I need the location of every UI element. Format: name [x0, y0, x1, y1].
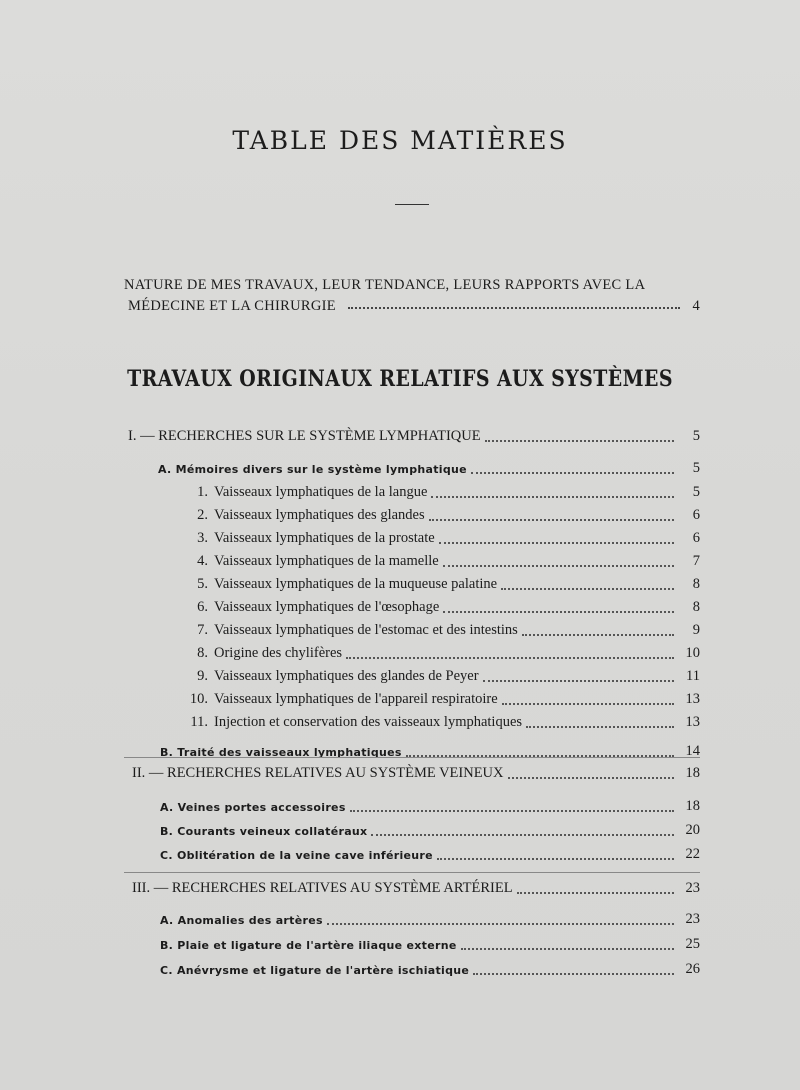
- leader-dots: [461, 948, 674, 950]
- toc-page-number: 18: [685, 765, 700, 781]
- leader-dots: [327, 923, 674, 925]
- toc-entry: [132, 765, 700, 787]
- toc-entry-number: 5.: [197, 576, 208, 592]
- toc-entry-text: Vaisseaux lymphatiques de l'œsophage: [214, 599, 440, 615]
- toc-entry: [160, 961, 700, 983]
- toc-entry-text: Vaisseaux lymphatiques de l'appareil respiratoire: [214, 691, 498, 707]
- leader-dots: [439, 542, 674, 544]
- toc-entry-text: Vaisseaux lymphatiques de la langue: [214, 484, 428, 500]
- toc-page-number: 6: [692, 507, 700, 523]
- section-title: TRAVAUX ORIGINAUX RELATIFS AUX SYSTÈMES: [127, 366, 673, 392]
- toc-entry: [184, 576, 700, 598]
- toc-entry: [184, 553, 700, 575]
- toc-entry-label: A. Mémoires divers sur le système lymphatique: [158, 463, 467, 476]
- leader-dots: [371, 834, 674, 836]
- toc-page-number: 23: [685, 880, 700, 896]
- toc-entry-number: 7.: [197, 622, 208, 638]
- toc-page-number: 13: [685, 714, 700, 730]
- toc-entry: [184, 530, 700, 552]
- toc-entry: [132, 880, 700, 902]
- intro-line-1: NATURE DE MES TRAVAUX, LEUR TENDANCE, LEURS RAPPORTS AVEC LA: [124, 277, 646, 293]
- toc-page-number: 8: [692, 599, 700, 615]
- toc-page-number: 23: [685, 911, 700, 927]
- toc-entry-text: Injection et conservation des vaisseaux lymphatiques: [214, 714, 523, 730]
- toc-entry-number: 3.: [197, 530, 208, 546]
- toc-page-number: 8: [692, 576, 700, 592]
- toc-entry-number: 4.: [197, 553, 208, 569]
- toc-entry: [160, 743, 700, 765]
- toc-entry-label: [184, 668, 479, 685]
- toc-entry-number: 1.: [197, 484, 208, 500]
- leader-dots: [485, 440, 674, 442]
- toc-entry: [160, 822, 700, 844]
- toc-entry-label: III. — RECHERCHES RELATIVES AU SYSTÈME ARTÉRIEL: [132, 880, 513, 896]
- page-title: TABLE DES MATIÈRES: [232, 126, 568, 155]
- toc-entry: [158, 460, 700, 482]
- toc-page-number: 10: [685, 645, 700, 661]
- toc-entry-number: 8.: [197, 645, 208, 661]
- toc-entry: [184, 507, 700, 529]
- leader-dots: [483, 680, 674, 682]
- toc-entry: [184, 622, 700, 644]
- toc-page-number: 18: [685, 798, 700, 814]
- toc-entry: [184, 668, 700, 690]
- toc-entry: [160, 846, 700, 868]
- toc-page-number: 6: [692, 530, 700, 546]
- toc-page-number: 5: [692, 484, 700, 500]
- toc-entry: [128, 428, 700, 450]
- toc-entry-label: [184, 507, 425, 524]
- leader-dots: [350, 810, 674, 812]
- toc-entry-label: II. — RECHERCHES RELATIVES AU SYSTÈME VEINEUX: [132, 765, 504, 781]
- section-divider: [124, 757, 700, 758]
- toc-page-number: 7: [692, 553, 700, 569]
- toc-entry-label: I. — RECHERCHES SUR LE SYSTÈME LYMPHATIQUE: [128, 428, 481, 444]
- toc-entry: [184, 691, 700, 713]
- toc-entry-text: Origine des chylifères: [214, 645, 343, 661]
- toc-entry: [160, 911, 700, 933]
- toc-entry-number: 9.: [197, 668, 208, 684]
- toc-entry-label: [184, 714, 522, 731]
- toc-entry-text: Vaisseaux lymphatiques de la prostate: [214, 530, 435, 546]
- toc-entry-number: 6.: [197, 599, 208, 615]
- toc-entry-label: [184, 484, 427, 501]
- leader-dots: [437, 858, 674, 860]
- leader-dots: [471, 472, 674, 474]
- toc-entry-number: 10.: [189, 691, 208, 707]
- toc-entry: [160, 798, 700, 820]
- toc-entry: [184, 599, 700, 621]
- toc-entry-label: [184, 622, 518, 639]
- toc-entry-label: [184, 645, 342, 662]
- toc-entry-label: [184, 576, 497, 593]
- toc-entry: [160, 936, 700, 958]
- toc-entry: [184, 484, 700, 506]
- toc-page-number: 11: [686, 668, 700, 684]
- leader-dots: [473, 973, 674, 975]
- toc-entry-text: Vaisseaux lymphatiques de la mamelle: [214, 553, 439, 569]
- toc-entry-text: Vaisseaux lymphatiques de l'estomac et des intestins: [214, 622, 518, 638]
- toc-entry-label: B. Traité des vaisseaux lymphatiques: [160, 746, 402, 759]
- toc-entry-number: 11.: [190, 714, 208, 730]
- toc-entry: [184, 645, 700, 667]
- toc-entry-label: [184, 530, 435, 547]
- toc-page-number: 14: [685, 743, 700, 759]
- toc-entry-label: B. Courants veineux collatéraux: [160, 825, 368, 838]
- leader-dots: [346, 657, 674, 659]
- toc-entry-label: C. Anévrysme et ligature de l'artère ischiatique: [160, 964, 470, 977]
- leader-dots: [508, 777, 675, 779]
- intro-page-number: 4: [692, 298, 700, 314]
- toc-entry-text: Vaisseaux lymphatiques de la muqueuse palatine: [214, 576, 498, 592]
- section-divider: [124, 872, 700, 873]
- toc-entry-label: A. Anomalies des artères: [160, 914, 323, 927]
- toc-entry-text: Vaisseaux lymphatiques des glandes: [214, 507, 425, 523]
- leader-dots: [443, 611, 674, 613]
- toc-page-number: 5: [692, 428, 700, 444]
- toc-entry-label: B. Plaie et ligature de l'artère iliaque externe: [160, 939, 457, 952]
- toc-page-number: 25: [685, 936, 700, 952]
- toc-entry: [184, 714, 700, 736]
- toc-entry-label: [184, 553, 439, 570]
- leader-dots: [443, 565, 674, 567]
- toc-page-number: 26: [685, 961, 700, 977]
- leader-dots: [431, 496, 674, 498]
- toc-entry-label: C. Oblitération de la veine cave inférieure: [160, 849, 433, 862]
- intro-line-2: MÉDECINE ET LA CHIRURGIE: [128, 298, 336, 314]
- toc-entry-label: A. Veines portes accessoires: [160, 801, 346, 814]
- toc-entry-number: 2.: [197, 507, 208, 523]
- toc-page-number: 22: [685, 846, 700, 862]
- leader-dots: [517, 892, 674, 894]
- leader-dots: [501, 588, 674, 590]
- toc-entry-text: Vaisseaux lymphatiques des glandes de Peyer: [214, 668, 479, 684]
- toc-page-number: 9: [692, 622, 700, 638]
- toc-page-number: 13: [685, 691, 700, 707]
- leader-dots: [522, 634, 674, 636]
- toc-entry-label: [184, 691, 498, 708]
- toc-page-number: 5: [692, 460, 700, 476]
- toc-entry-label: [184, 599, 439, 616]
- leader-dots: [526, 726, 674, 728]
- leader-dots: [502, 703, 674, 705]
- leader-dots: [429, 519, 674, 521]
- toc-page-number: 20: [685, 822, 700, 838]
